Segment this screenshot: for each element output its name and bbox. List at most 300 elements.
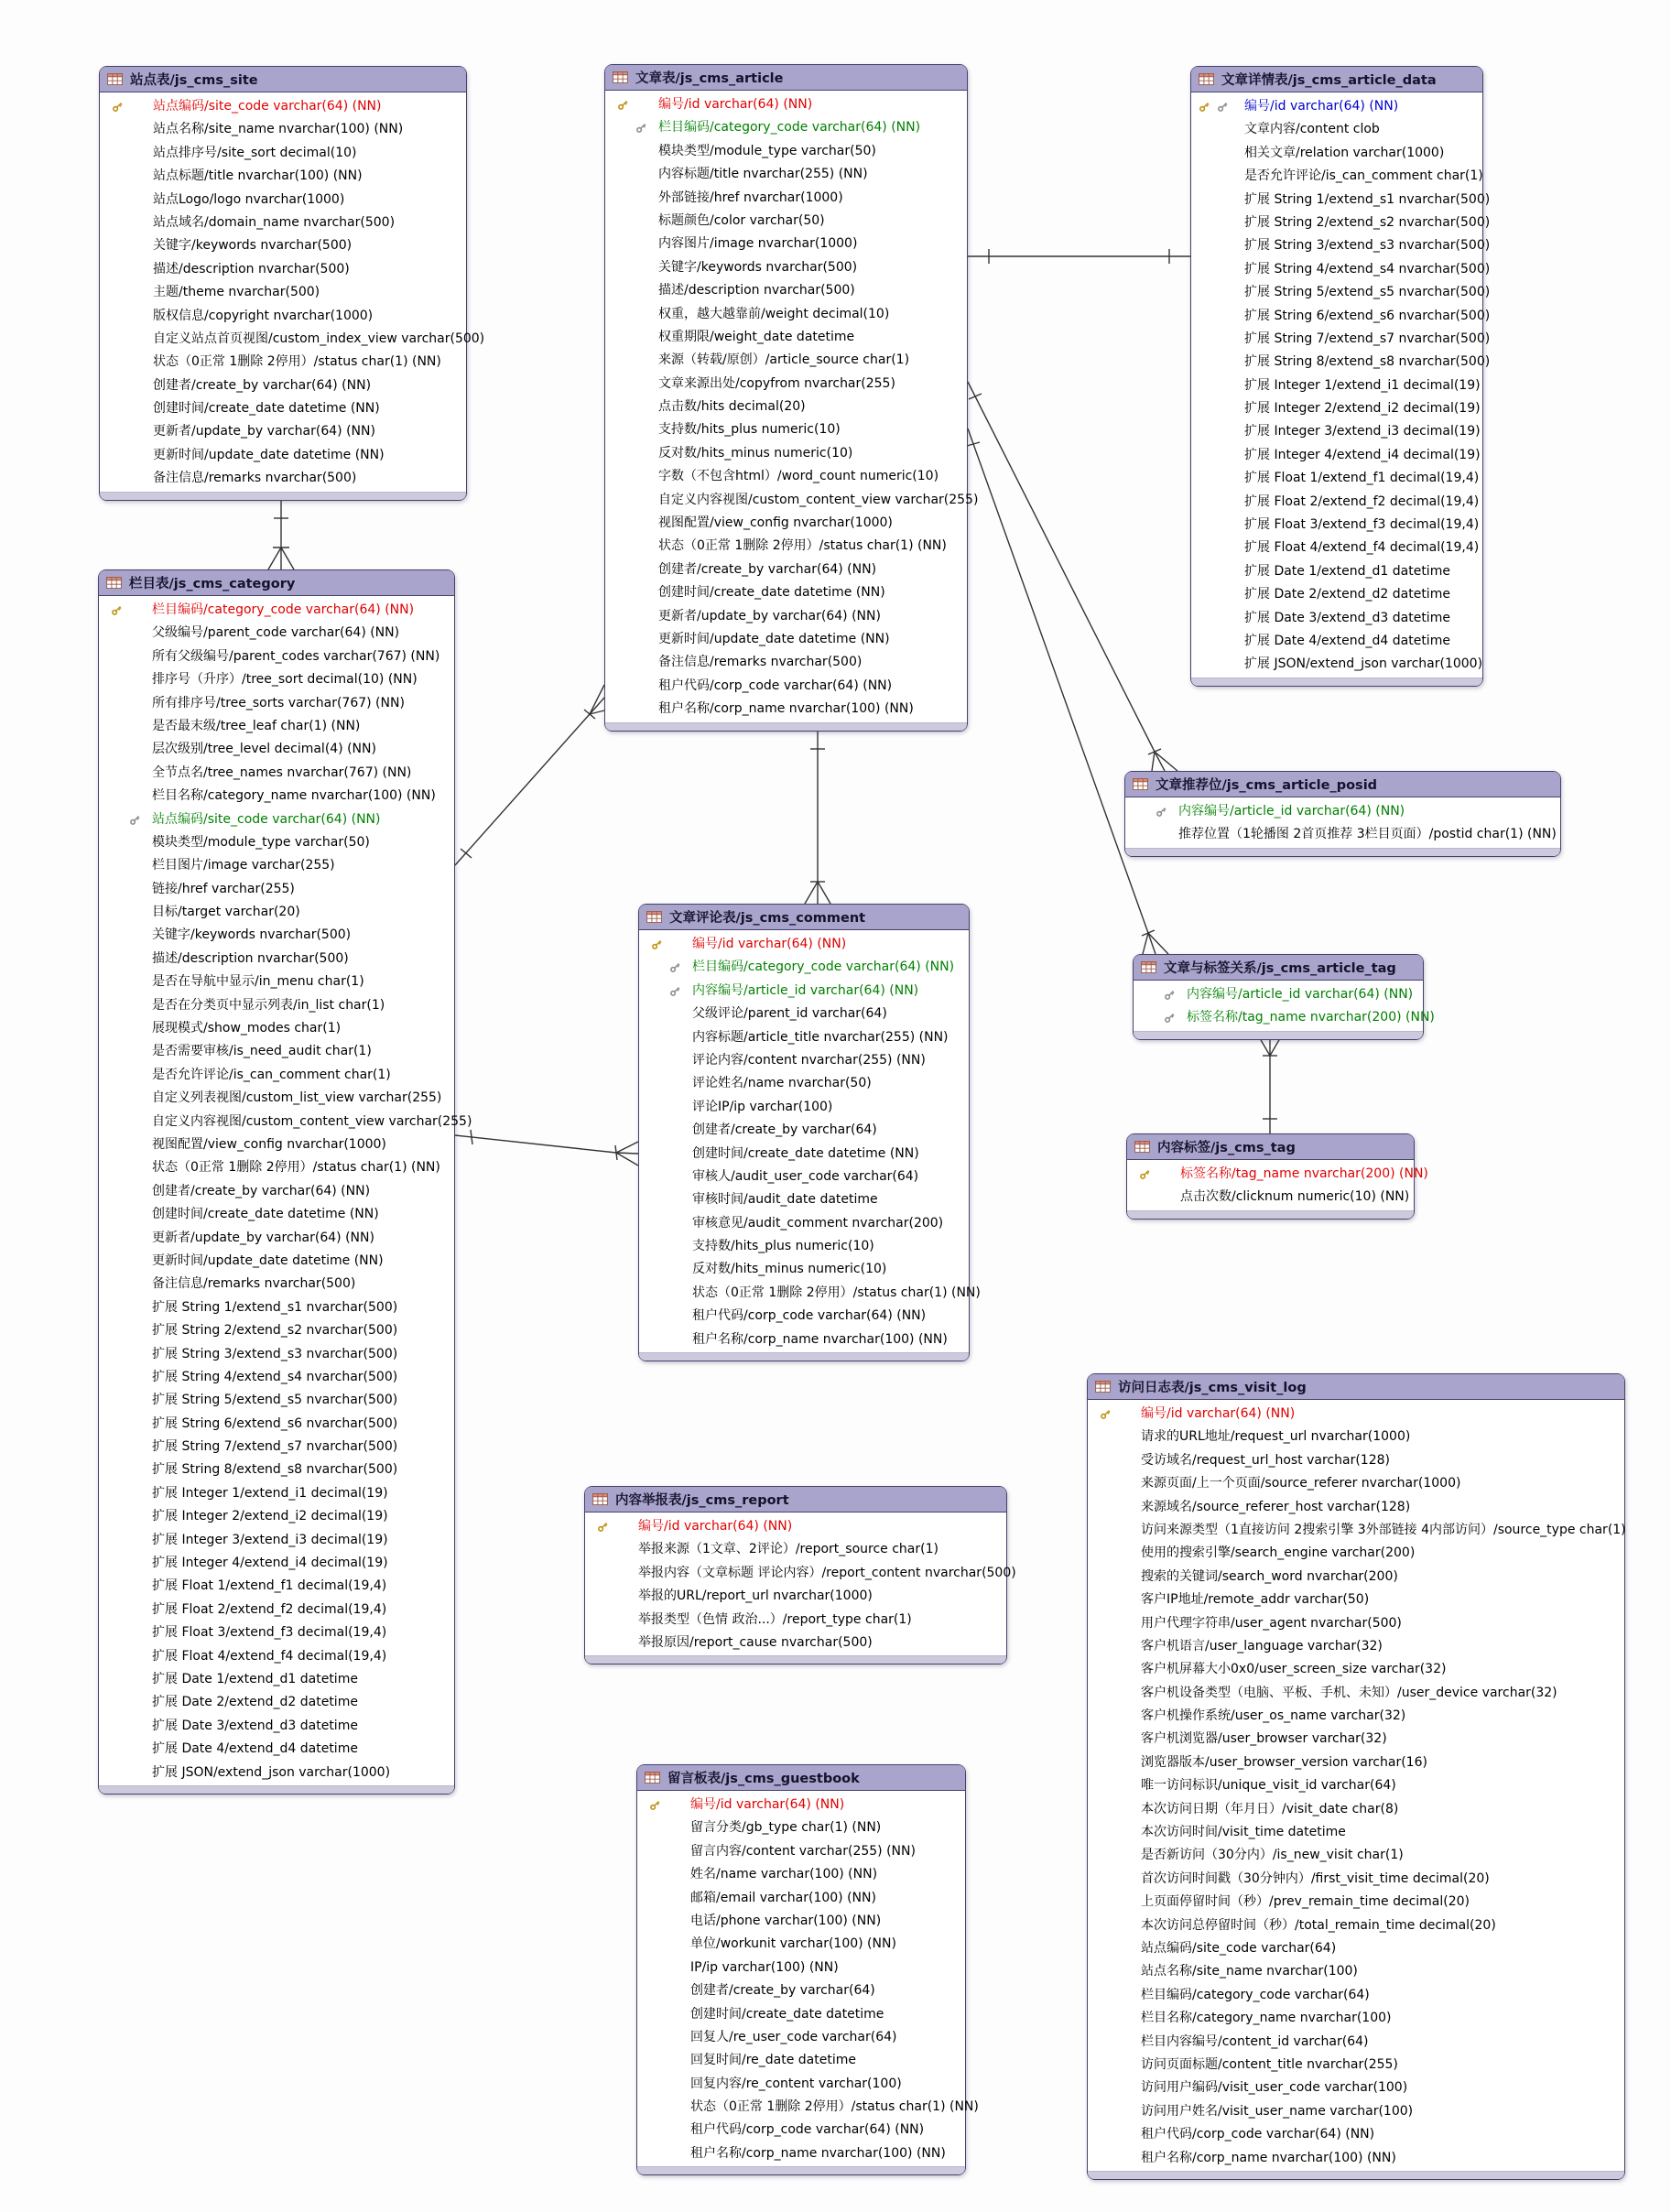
field-text: 编号/id varchar(64) (NN) bbox=[692, 937, 847, 951]
field-row[interactable] bbox=[99, 1040, 454, 1063]
field-row[interactable] bbox=[1088, 1937, 1624, 1960]
field-row[interactable] bbox=[605, 116, 967, 139]
field-row[interactable] bbox=[100, 234, 466, 257]
relationship-category-article[interactable] bbox=[455, 685, 604, 865]
field-row[interactable] bbox=[605, 326, 967, 349]
field-row[interactable] bbox=[637, 2119, 965, 2142]
field-row[interactable] bbox=[605, 349, 967, 372]
field-row[interactable] bbox=[639, 1026, 969, 1049]
table-title: 文章详情表/js_cms_article_data bbox=[1221, 73, 1437, 88]
field-row[interactable] bbox=[1191, 420, 1482, 443]
field-row[interactable] bbox=[99, 1762, 454, 1784]
field-text: 所有父级编号/parent_codes varchar(767) (NN) bbox=[152, 648, 440, 664]
field-row[interactable] bbox=[99, 1413, 454, 1436]
field-row[interactable] bbox=[1088, 1984, 1624, 2007]
field-row[interactable] bbox=[1191, 95, 1482, 118]
field-row[interactable] bbox=[100, 95, 466, 118]
field-row[interactable] bbox=[605, 256, 967, 279]
field-text: 所有排序号/tree_sorts varchar(767) (NN) bbox=[152, 695, 405, 710]
field-text: 扩展 Float 2/extend_f2 decimal(19,4) bbox=[1244, 493, 1480, 509]
table-footer bbox=[585, 1655, 1006, 1664]
field-row[interactable] bbox=[1088, 1589, 1624, 1611]
field-text: 租户名称/corp_name nvarchar(100) (NN) bbox=[658, 701, 914, 717]
field-row[interactable] bbox=[100, 211, 466, 234]
field-row[interactable] bbox=[1088, 1821, 1624, 1844]
field-row[interactable] bbox=[639, 1328, 969, 1351]
field-row[interactable] bbox=[1191, 328, 1491, 351]
field-row[interactable] bbox=[585, 1585, 1006, 1608]
field-row[interactable] bbox=[1088, 1960, 1624, 1983]
table-js_cms_article[interactable] bbox=[604, 64, 979, 732]
field-row[interactable] bbox=[1191, 189, 1491, 211]
field-text: 更新者/update_by varchar(64) (NN) bbox=[153, 424, 375, 439]
table-footer bbox=[1191, 678, 1482, 686]
field-row[interactable] bbox=[1134, 1006, 1435, 1029]
field-text: 展现模式/show_modes char(1) bbox=[152, 1021, 342, 1036]
table-js_cms_article_posid[interactable] bbox=[1124, 771, 1561, 857]
field-row[interactable] bbox=[605, 396, 967, 418]
field-text: 标签名称/tag_name nvarchar(200) (NN) bbox=[1187, 1010, 1435, 1025]
field-row[interactable] bbox=[99, 1133, 454, 1156]
field-row[interactable] bbox=[605, 558, 967, 581]
table-header[interactable] bbox=[585, 1487, 1006, 1513]
field-text: 创建时间/create_date datetime (NN) bbox=[153, 401, 380, 417]
relationship-category-comment[interactable] bbox=[455, 1130, 638, 1166]
field-row[interactable] bbox=[1191, 583, 1482, 606]
field-row[interactable] bbox=[99, 1111, 472, 1133]
field-text: 备注信息/remarks nvarchar(500) bbox=[658, 655, 863, 670]
field-text: 关键字/keywords nvarchar(500) bbox=[658, 259, 858, 275]
field-text: 模块类型/module_type varchar(50) bbox=[152, 834, 370, 850]
field-text: 扩展 String 4/extend_s4 nvarchar(500) bbox=[1244, 261, 1491, 276]
field-row[interactable] bbox=[1088, 1914, 1624, 1937]
field-row[interactable] bbox=[1088, 2076, 1624, 2099]
field-row[interactable] bbox=[1088, 1891, 1624, 1914]
field-row[interactable] bbox=[99, 1715, 454, 1738]
field-text: 浏览器版本/user_browser_version varchar(16) bbox=[1141, 1754, 1427, 1770]
field-row[interactable] bbox=[1191, 234, 1491, 257]
field-row[interactable] bbox=[99, 599, 454, 622]
field-text: 审核时间/audit_date datetime bbox=[692, 1192, 878, 1208]
field-row[interactable] bbox=[639, 1258, 969, 1281]
field-row[interactable] bbox=[1088, 2054, 1624, 2076]
table-header[interactable] bbox=[605, 65, 967, 91]
field-text: 栏目名称/category_name nvarchar(100) bbox=[1141, 2011, 1392, 2026]
field-row[interactable] bbox=[1191, 142, 1482, 165]
field-row[interactable] bbox=[639, 933, 969, 956]
field-row[interactable] bbox=[605, 279, 967, 302]
field-row[interactable] bbox=[99, 1017, 454, 1040]
field-row[interactable] bbox=[1088, 1542, 1624, 1565]
field-row[interactable] bbox=[99, 1738, 454, 1761]
table-js_cms_site[interactable] bbox=[99, 66, 485, 501]
table-header[interactable] bbox=[1088, 1374, 1624, 1400]
field-row[interactable] bbox=[1088, 1519, 1624, 1542]
field-row[interactable] bbox=[99, 1599, 454, 1621]
field-row[interactable] bbox=[1088, 1612, 1624, 1635]
field-row[interactable] bbox=[100, 420, 466, 443]
field-text: 本次访问日期（年月日）/visit_date char(8) bbox=[1141, 1801, 1399, 1816]
field-row[interactable] bbox=[99, 1180, 454, 1203]
field-row[interactable] bbox=[605, 651, 967, 674]
field-text: 租户名称/corp_name nvarchar(100) (NN) bbox=[690, 2145, 946, 2161]
field-row[interactable] bbox=[1088, 1844, 1624, 1867]
field-text: 状态（0正常 1删除 2停用）/status char(1) (NN) bbox=[153, 354, 441, 370]
field-row[interactable] bbox=[637, 2073, 965, 2096]
field-row[interactable] bbox=[99, 762, 454, 785]
primary-key-icon bbox=[596, 1520, 610, 1534]
field-row[interactable] bbox=[100, 189, 466, 211]
relationship-article-article-tag[interactable] bbox=[967, 428, 1168, 954]
field-row[interactable] bbox=[1088, 1658, 1624, 1681]
field-row[interactable] bbox=[605, 675, 967, 698]
field-text: 租户代码/corp_code varchar(64) (NN) bbox=[1141, 2127, 1375, 2142]
field-row[interactable] bbox=[1191, 653, 1482, 676]
field-row[interactable] bbox=[1191, 467, 1482, 490]
field-text: 更新时间/update_date datetime (NN) bbox=[152, 1252, 384, 1268]
field-row[interactable] bbox=[99, 738, 454, 761]
field-text: 客户机浏览器/user_browser varchar(32) bbox=[1141, 1731, 1387, 1747]
field-list bbox=[99, 596, 472, 1785]
field-row[interactable] bbox=[99, 994, 454, 1017]
field-row[interactable] bbox=[99, 1529, 454, 1552]
field-row[interactable] bbox=[639, 1305, 969, 1328]
field-row[interactable] bbox=[605, 93, 967, 116]
field-row[interactable] bbox=[637, 1816, 965, 1839]
field-row[interactable] bbox=[99, 1505, 454, 1528]
field-row[interactable] bbox=[1088, 1403, 1624, 1426]
field-row[interactable] bbox=[1127, 1163, 1428, 1186]
field-row[interactable] bbox=[99, 1343, 454, 1366]
field-row[interactable] bbox=[100, 305, 466, 328]
field-text: 用户代理字符串/user_agent nvarchar(500) bbox=[1141, 1615, 1402, 1631]
table-js_cms_category[interactable] bbox=[98, 569, 472, 1795]
field-row[interactable] bbox=[637, 2142, 965, 2165]
field-text: 审核意见/audit_comment nvarchar(200) bbox=[692, 1215, 944, 1231]
field-row[interactable] bbox=[605, 210, 967, 233]
field-row[interactable] bbox=[637, 1887, 965, 1910]
field-row[interactable] bbox=[99, 1389, 454, 1412]
field-row[interactable] bbox=[1125, 823, 1560, 846]
table-header[interactable] bbox=[1125, 772, 1560, 797]
field-row[interactable] bbox=[637, 2049, 965, 2072]
field-row[interactable] bbox=[99, 878, 454, 901]
field-row[interactable] bbox=[99, 785, 454, 808]
field-row[interactable] bbox=[99, 1621, 454, 1644]
field-row[interactable] bbox=[99, 1227, 454, 1250]
field-row[interactable] bbox=[99, 1458, 454, 1481]
field-row[interactable] bbox=[605, 233, 967, 255]
field-row[interactable] bbox=[99, 715, 454, 738]
field-text: 描述/description nvarchar(500) bbox=[153, 261, 350, 276]
field-row[interactable] bbox=[100, 351, 466, 374]
field-row[interactable] bbox=[1088, 1682, 1624, 1705]
field-row[interactable] bbox=[605, 581, 967, 604]
field-row[interactable] bbox=[637, 2026, 965, 2049]
field-row[interactable] bbox=[1191, 374, 1482, 397]
field-text: 租户代码/corp_code varchar(64) (NN) bbox=[692, 1308, 927, 1324]
field-text: 访问用户编码/visit_user_code varchar(100) bbox=[1141, 2080, 1408, 2096]
field-row[interactable] bbox=[1191, 258, 1491, 281]
field-row[interactable] bbox=[99, 1156, 454, 1179]
field-row[interactable] bbox=[605, 465, 967, 488]
field-row[interactable] bbox=[605, 698, 967, 721]
table-header[interactable] bbox=[100, 67, 466, 92]
foreign-key-icon bbox=[1216, 100, 1230, 114]
field-row[interactable] bbox=[99, 1691, 454, 1714]
field-text: 扩展 String 5/extend_s5 nvarchar(500) bbox=[152, 1393, 398, 1408]
field-row[interactable] bbox=[1125, 800, 1560, 823]
field-row[interactable] bbox=[100, 165, 466, 188]
field-row[interactable] bbox=[637, 2096, 979, 2119]
field-row[interactable] bbox=[605, 140, 967, 163]
field-row[interactable] bbox=[99, 622, 454, 645]
field-row[interactable] bbox=[100, 328, 485, 351]
field-row[interactable] bbox=[639, 1235, 969, 1258]
field-row[interactable] bbox=[605, 489, 979, 512]
field-text: 扩展 Float 4/extend_f4 decimal(19,4) bbox=[1244, 540, 1480, 556]
primary-key-icon bbox=[111, 100, 125, 114]
field-row[interactable] bbox=[1088, 1449, 1624, 1472]
field-row[interactable] bbox=[100, 281, 466, 304]
field-row[interactable] bbox=[99, 1552, 454, 1575]
field-text: 父级评论/parent_id varchar(64) bbox=[692, 1006, 887, 1022]
field-row[interactable] bbox=[1191, 491, 1482, 514]
field-row[interactable] bbox=[99, 831, 454, 854]
table-header[interactable] bbox=[1191, 67, 1482, 92]
table-js_cms_comment[interactable] bbox=[638, 904, 981, 1361]
field-row[interactable] bbox=[99, 1319, 454, 1342]
field-text: 回复时间/re_date datetime bbox=[690, 2053, 856, 2068]
field-row[interactable] bbox=[585, 1515, 1006, 1538]
table-js_cms_report[interactable] bbox=[584, 1486, 1016, 1664]
field-row[interactable] bbox=[99, 1575, 454, 1598]
field-row[interactable] bbox=[639, 1096, 969, 1119]
field-row[interactable] bbox=[99, 1203, 454, 1226]
field-row[interactable] bbox=[639, 1282, 981, 1305]
field-text: 创建者/create_by varchar(64) (NN) bbox=[658, 561, 877, 577]
field-text: 扩展 String 1/extend_s1 nvarchar(500) bbox=[152, 1299, 398, 1315]
field-row[interactable] bbox=[637, 2003, 965, 2026]
field-row[interactable] bbox=[639, 980, 969, 1003]
field-row[interactable] bbox=[1088, 1496, 1624, 1519]
field-row[interactable] bbox=[1088, 2031, 1624, 2054]
field-row[interactable] bbox=[1134, 983, 1423, 1006]
field-text: 栏目编码/category_code varchar(64) (NN) bbox=[692, 960, 955, 975]
table-header[interactable] bbox=[1134, 955, 1423, 981]
relationship-article-article-data[interactable] bbox=[968, 249, 1190, 264]
field-row[interactable] bbox=[99, 692, 454, 715]
field-row[interactable] bbox=[605, 187, 967, 210]
field-text: 扩展 Date 1/extend_d1 datetime bbox=[152, 1671, 358, 1686]
table-title: 访问日志表/js_cms_visit_log bbox=[1118, 1381, 1307, 1395]
field-row[interactable] bbox=[99, 808, 454, 831]
table-js_cms_article_data[interactable] bbox=[1190, 66, 1491, 687]
table-title: 栏目表/js_cms_category bbox=[129, 577, 296, 591]
field-row[interactable] bbox=[639, 1166, 969, 1188]
field-row[interactable] bbox=[585, 1538, 1006, 1561]
field-row[interactable] bbox=[1088, 2123, 1624, 2146]
primary-key-icon bbox=[1138, 1167, 1152, 1181]
relationship-tag-article-tag[interactable] bbox=[1257, 1034, 1283, 1133]
field-row[interactable] bbox=[605, 442, 967, 465]
field-row[interactable] bbox=[1088, 2100, 1624, 2123]
field-row[interactable] bbox=[99, 645, 454, 668]
field-row[interactable] bbox=[1088, 1635, 1624, 1658]
field-row[interactable] bbox=[99, 924, 454, 947]
field-text: 编号/id varchar(64) (NN) bbox=[658, 97, 813, 112]
field-text: 点击数/hits decimal(20) bbox=[658, 399, 806, 415]
field-row[interactable] bbox=[637, 1794, 965, 1816]
field-row[interactable] bbox=[1088, 1751, 1624, 1774]
table-header[interactable] bbox=[637, 1765, 965, 1791]
field-text: 扩展 String 6/extend_s6 nvarchar(500) bbox=[152, 1415, 398, 1431]
field-row[interactable] bbox=[99, 1645, 454, 1668]
field-text: 相关文章/relation varchar(1000) bbox=[1244, 145, 1445, 160]
field-row[interactable] bbox=[637, 1863, 965, 1886]
field-row[interactable] bbox=[605, 512, 967, 535]
field-text: 扩展 Date 3/extend_d3 datetime bbox=[1244, 610, 1450, 625]
field-row[interactable] bbox=[99, 1668, 454, 1691]
field-row[interactable] bbox=[639, 1212, 969, 1235]
field-row[interactable] bbox=[605, 303, 967, 326]
table-js_cms_visit_log[interactable] bbox=[1087, 1373, 1625, 2180]
field-row[interactable] bbox=[1191, 630, 1482, 653]
field-row[interactable] bbox=[1191, 211, 1491, 234]
field-row[interactable] bbox=[1088, 1728, 1624, 1751]
field-row[interactable] bbox=[1088, 1774, 1624, 1797]
field-row[interactable] bbox=[1191, 537, 1482, 559]
field-row[interactable] bbox=[1088, 1868, 1624, 1891]
table-header[interactable] bbox=[639, 905, 969, 930]
field-row[interactable] bbox=[99, 970, 454, 993]
field-row[interactable] bbox=[1191, 397, 1482, 420]
field-row[interactable] bbox=[100, 142, 466, 165]
field-row[interactable] bbox=[1191, 560, 1482, 583]
table-js_cms_tag[interactable] bbox=[1126, 1133, 1428, 1220]
field-text: 单位/workunit varchar(100) (NN) bbox=[690, 1936, 896, 1952]
field-row[interactable] bbox=[1191, 165, 1482, 188]
field-row[interactable] bbox=[99, 854, 454, 877]
field-row[interactable] bbox=[637, 1910, 965, 1933]
field-row[interactable] bbox=[639, 1119, 969, 1142]
field-text: 受访域名/request_url_host varchar(128) bbox=[1141, 1452, 1390, 1468]
field-row[interactable] bbox=[1191, 444, 1482, 467]
field-text: 目标/target varchar(20) bbox=[152, 905, 300, 920]
field-row[interactable] bbox=[639, 1072, 969, 1095]
field-row[interactable] bbox=[99, 1296, 454, 1319]
field-row[interactable] bbox=[1191, 514, 1482, 537]
field-row[interactable] bbox=[1088, 1705, 1624, 1728]
primary-key-icon bbox=[648, 1798, 662, 1812]
field-row[interactable] bbox=[605, 163, 967, 186]
field-text: 扩展 Float 3/extend_f3 decimal(19,4) bbox=[1244, 517, 1480, 533]
field-row[interactable] bbox=[605, 628, 967, 651]
field-row[interactable] bbox=[637, 1840, 965, 1863]
field-row[interactable] bbox=[639, 1188, 969, 1211]
field-row[interactable] bbox=[637, 1933, 965, 1956]
field-row[interactable] bbox=[605, 535, 967, 558]
field-row[interactable] bbox=[1088, 2007, 1624, 2030]
field-text: 唯一访问标识/unique_visit_id varchar(64) bbox=[1141, 1778, 1396, 1794]
field-row[interactable] bbox=[99, 1436, 454, 1458]
field-row[interactable] bbox=[99, 901, 454, 924]
field-text: 点击次数/clicknum numeric(10) (NN) bbox=[1180, 1189, 1410, 1205]
field-text: 状态（0正常 1删除 2停用）/status char(1) (NN) bbox=[692, 1285, 981, 1300]
field-row[interactable] bbox=[585, 1609, 1006, 1632]
relationship-article-comment[interactable] bbox=[805, 725, 830, 904]
foreign-key-icon bbox=[668, 960, 682, 974]
field-text: 访问用户姓名/visit_user_name varchar(100) bbox=[1141, 2103, 1414, 2119]
table-header[interactable] bbox=[99, 570, 454, 596]
field-row[interactable] bbox=[585, 1632, 1006, 1654]
field-row[interactable] bbox=[99, 1482, 454, 1505]
field-text: 更新者/update_by varchar(64) (NN) bbox=[152, 1230, 374, 1245]
relationship-site-category[interactable] bbox=[268, 494, 294, 569]
table-footer bbox=[99, 1785, 454, 1794]
field-row[interactable] bbox=[1127, 1186, 1414, 1209]
field-row[interactable] bbox=[99, 948, 454, 970]
field-row[interactable] bbox=[100, 258, 466, 281]
field-row[interactable] bbox=[99, 668, 454, 691]
field-row[interactable] bbox=[1088, 2147, 1624, 2170]
field-text: 本次访问时间/visit_time datetime bbox=[1141, 1825, 1346, 1840]
field-row[interactable] bbox=[99, 1250, 454, 1273]
field-row[interactable] bbox=[100, 444, 466, 467]
field-row[interactable] bbox=[100, 397, 466, 420]
field-text: 是否新访问（30分内）/is_new_visit char(1) bbox=[1141, 1848, 1404, 1863]
field-row[interactable] bbox=[100, 467, 466, 490]
field-row[interactable] bbox=[99, 1366, 454, 1389]
field-row[interactable] bbox=[100, 374, 466, 397]
field-text: 扩展 Date 4/extend_d4 datetime bbox=[152, 1741, 358, 1757]
field-row[interactable] bbox=[639, 1049, 969, 1072]
field-row[interactable] bbox=[1191, 607, 1482, 630]
table-js_cms_article_tag[interactable] bbox=[1133, 954, 1435, 1040]
field-row[interactable] bbox=[639, 1143, 969, 1166]
field-row[interactable] bbox=[585, 1562, 1016, 1585]
field-row[interactable] bbox=[605, 418, 967, 441]
field-row[interactable] bbox=[1088, 1472, 1624, 1495]
field-row[interactable] bbox=[99, 1273, 454, 1296]
table-js_cms_guestbook[interactable] bbox=[636, 1764, 979, 2175]
field-text: 栏目编码/category_code varchar(64) (NN) bbox=[658, 120, 921, 136]
field-row[interactable] bbox=[99, 1087, 454, 1110]
field-row[interactable] bbox=[639, 956, 969, 979]
field-text: 自定义列表视图/custom_list_view varchar(255) bbox=[152, 1090, 442, 1106]
field-row[interactable] bbox=[1191, 281, 1491, 304]
field-row[interactable] bbox=[639, 1003, 969, 1025]
table-header[interactable] bbox=[1127, 1134, 1414, 1160]
field-row[interactable] bbox=[99, 1064, 454, 1087]
field-row[interactable] bbox=[1191, 305, 1491, 328]
field-row[interactable] bbox=[1088, 1426, 1624, 1448]
field-list bbox=[100, 92, 485, 492]
table-icon bbox=[106, 577, 122, 589]
relationship-article-posid[interactable] bbox=[968, 382, 1177, 771]
field-row[interactable] bbox=[1088, 1798, 1624, 1821]
field-row[interactable] bbox=[1088, 1566, 1624, 1589]
field-text: 扩展 Date 4/extend_d4 datetime bbox=[1244, 633, 1450, 648]
field-row[interactable] bbox=[100, 118, 466, 141]
field-row[interactable] bbox=[1191, 351, 1491, 374]
field-row[interactable] bbox=[637, 1957, 965, 1979]
field-row[interactable] bbox=[605, 373, 967, 396]
field-text: 创建时间/create_date datetime (NN) bbox=[658, 585, 885, 601]
field-row[interactable] bbox=[605, 605, 967, 628]
field-row[interactable] bbox=[1191, 118, 1482, 141]
field-row[interactable] bbox=[637, 1979, 965, 2002]
